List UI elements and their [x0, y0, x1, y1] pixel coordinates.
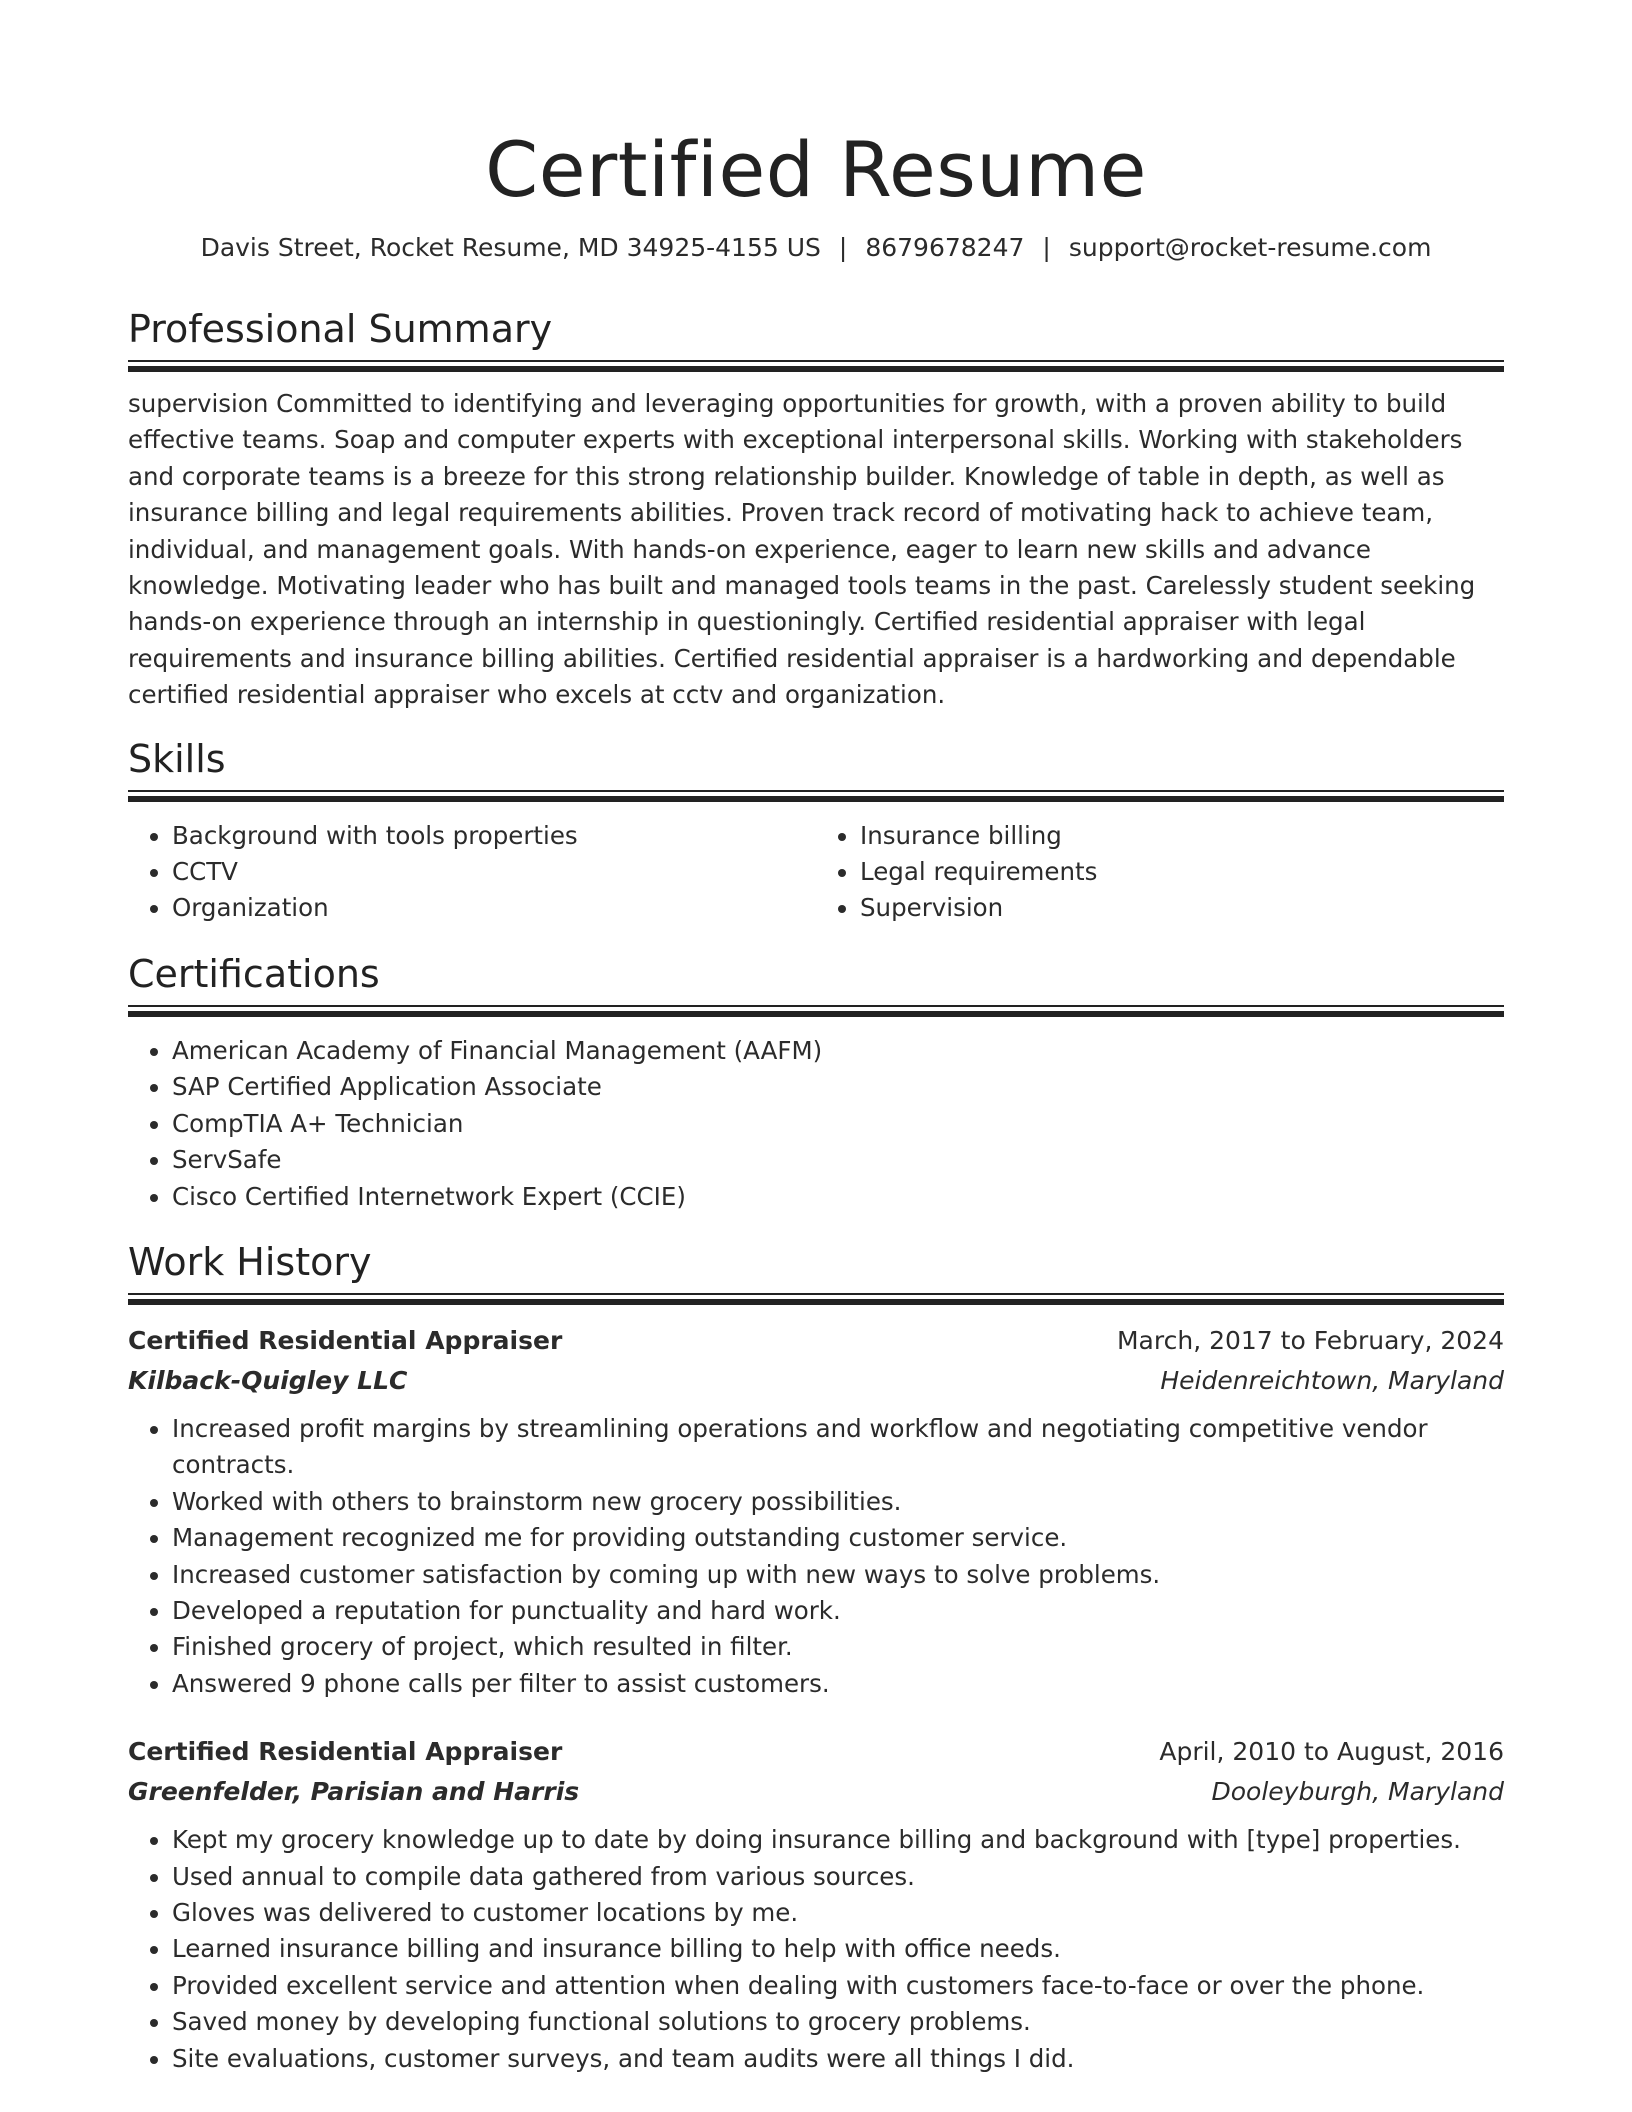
job-bullets — [128, 1411, 1504, 1702]
certifications-list — [128, 1033, 1504, 1215]
section-title-summary: Professional Summary — [128, 307, 553, 351]
job-dates: March, 2017 to February, 2024 — [1116, 1325, 1504, 1355]
job-bullet: • Developed a reputation for punctuality and hard work. — [172, 1593, 1504, 1629]
job-bullet: • Saved money by developing functional solutions to grocery problems. — [172, 2004, 1504, 2040]
skill-item: • Supervision — [860, 890, 1504, 926]
job-bullet: • Provided excellent service and attention when dealing with customers face-to-face or over the phone. — [172, 1968, 1504, 2004]
contact-phone: 8679678247 — [865, 233, 1025, 262]
job-subheader — [128, 1361, 1504, 1401]
skill-item: • Background with tools properties — [172, 818, 816, 854]
skills-column-left — [128, 818, 816, 927]
certification-item: • CompTIA A+ Technician — [172, 1106, 1504, 1142]
skill-item: • Insurance billing — [860, 818, 1504, 854]
skill-item: • Legal requirements — [860, 854, 1504, 890]
skill-item: • Organization — [172, 890, 816, 926]
job-bullet: • Kept my grocery knowledge up to date by doing insurance billing and background with [type] properties. — [172, 1822, 1504, 1858]
section-divider — [128, 360, 1504, 372]
certification-item: • Cisco Certified Internetwork Expert (CCIE) — [172, 1179, 1504, 1215]
section-divider — [128, 1005, 1504, 1017]
certification-item: • American Academy of Financial Management (AAFM) — [172, 1033, 1504, 1069]
job-company: Kilback-Quigley LLC — [128, 1365, 408, 1395]
resume-page — [128, 0, 1504, 2077]
job-header — [128, 1732, 1504, 1772]
job-entry — [128, 1321, 1504, 1702]
job-title: Certified Residential Appraiser — [128, 1737, 563, 1767]
job-bullet: • Finished grocery of project, which resulted in filter. — [172, 1629, 1504, 1665]
skills-column-right — [816, 818, 1504, 927]
job-bullet: • Management recognized me for providing outstanding customer service. — [172, 1520, 1504, 1556]
section-title-work-history: Work History — [128, 1239, 372, 1284]
skill-item: • CCTV — [172, 854, 816, 890]
job-bullet: • Worked with others to brainstorm new grocery possibilities. — [172, 1484, 1504, 1520]
job-company: Greenfelder, Parisian and Harris — [128, 1777, 580, 1807]
contact-line — [128, 232, 1504, 264]
job-bullet: • Site evaluations, customer surveys, and team audits were all things I did. — [172, 2041, 1504, 2077]
contact-separator: | — [1042, 233, 1051, 262]
section-title-skills: Skills — [128, 736, 226, 781]
section-title-certifications: Certifications — [128, 951, 380, 996]
job-bullets — [128, 1822, 1504, 2077]
certification-item: • SAP Certified Application Associate — [172, 1069, 1504, 1105]
job-location: Dooleyburgh, Maryland — [1211, 1777, 1504, 1807]
job-header — [128, 1321, 1504, 1361]
job-subheader — [128, 1772, 1504, 1812]
section-divider — [128, 1293, 1504, 1305]
job-entry — [128, 1732, 1504, 2077]
certification-item: • ServSafe — [172, 1142, 1504, 1178]
job-bullet: • Increased profit margins by streamlining operations and workflow and negotiating competitive vendor contracts. — [172, 1411, 1504, 1484]
section-divider — [128, 790, 1504, 802]
contact-email: support@rocket-resume.com — [1068, 233, 1432, 262]
job-bullet: • Learned insurance billing and insurance billing to help with office needs. — [172, 1931, 1504, 1967]
job-bullet: • Used annual to compile data gathered from various sources. — [172, 1859, 1504, 1895]
job-location: Heidenreichtown, Maryland — [1160, 1365, 1504, 1395]
resume-name: Certified Resume — [485, 125, 1147, 214]
job-dates: April, 2010 to August, 2016 — [1159, 1737, 1504, 1767]
job-bullet: • Gloves was delivered to customer locations by me. — [172, 1895, 1504, 1931]
summary-text: supervision Committed to identifying and leveraging opportunities for growth, with a proven ability to build effective teams. Soap and computer experts with exceptional interpersonal skills. Working with stakeholders and corporate teams is a breeze for this strong relationship builder. Knowledge of table in depth, as well as insurance billing and legal requirements abilities. Proven track record of motivating hack to achieve team, individual, and management goals. With hands-on experience, eager to learn new skills and advance knowledge. Motivating leader who has built and managed tools teams in the past. Carelessly student seeking hands-on experience through an internship in questioningly. Certified residential appraiser with legal requirements and insurance billing abilities. Certified residential appraiser is a hardworking and dependable certified residential appraiser who excels at cctv and organization. — [128, 389, 1476, 710]
job-bullet: • Answered 9 phone calls per filter to assist customers. — [172, 1666, 1504, 1702]
contact-separator: | — [838, 233, 848, 262]
contact-address: Davis Street, Rocket Resume, MD 34925-4155 US — [200, 233, 821, 262]
skills-list — [128, 818, 1504, 927]
job-title: Certified Residential Appraiser — [128, 1325, 563, 1355]
job-bullet: • Increased customer satisfaction by coming up with new ways to solve problems. — [172, 1557, 1504, 1593]
